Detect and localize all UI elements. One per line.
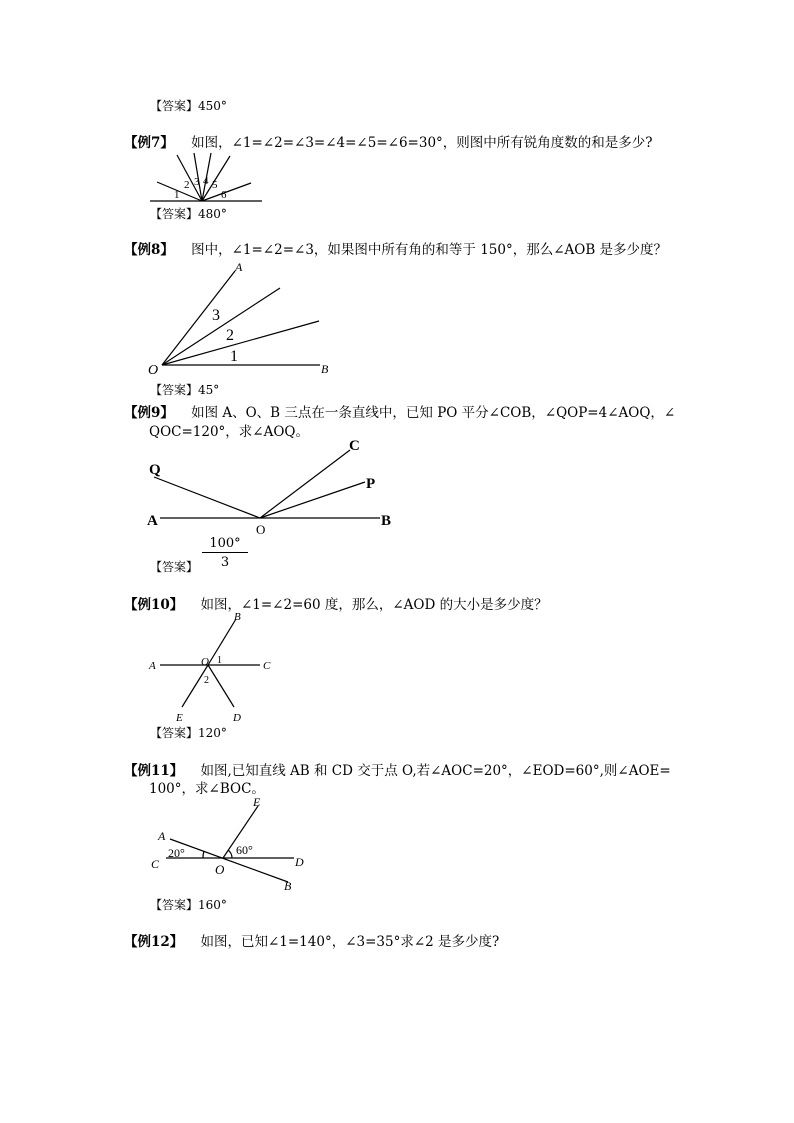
- point-label-c: C: [263, 660, 271, 672]
- angle-label: 3: [194, 176, 200, 188]
- point-label-a: A: [235, 260, 243, 274]
- question-text: 如图，∠1=∠2=∠3=∠4=∠5=∠6=30°，则图中所有锐角度数的和是多少?: [191, 135, 653, 151]
- point-label-o: O: [215, 862, 225, 877]
- angle-label: 3: [212, 307, 220, 324]
- answer-line-top: [150, 97, 227, 114]
- answer-tag: 【答案】: [150, 383, 199, 397]
- example-tag: 【例9】: [124, 405, 174, 421]
- angle-label: 1: [230, 348, 238, 365]
- example-8-answer: [150, 381, 219, 398]
- example-9-figure: [140, 432, 400, 540]
- point-label-b: B: [234, 611, 241, 623]
- question-text: 如图，已知∠1=140°，∠3=35°求∠2 是多少度?: [200, 934, 500, 950]
- answer-value: 450°: [198, 99, 227, 113]
- answer-value: 160°: [198, 898, 227, 912]
- point-label-a: A: [149, 660, 156, 672]
- example-9-answer-tag: [150, 558, 198, 575]
- example-tag: 【例12】: [124, 934, 184, 950]
- angle-label: 2: [226, 327, 234, 344]
- answer-tag: 【答案】: [150, 560, 199, 574]
- point-label-o: O: [201, 656, 209, 668]
- point-label-d: D: [295, 855, 304, 869]
- example-10-answer: [150, 724, 227, 741]
- point-label-e: E: [253, 795, 261, 809]
- answer-value: 120°: [198, 726, 227, 740]
- angle-label: 1: [174, 189, 180, 201]
- point-label-b: B: [321, 362, 329, 376]
- example-tag: 【例10】: [124, 597, 184, 613]
- fraction-denominator: 3: [220, 555, 230, 570]
- answer-tag: 【答案】: [150, 898, 199, 912]
- point-label-d: D: [233, 712, 241, 724]
- example-11-figure: [140, 794, 320, 896]
- angle-label-20: 20°: [168, 846, 185, 860]
- example-7-answer: [150, 205, 227, 222]
- example-9-question-line-1: [124, 401, 675, 421]
- answer-fraction: [202, 536, 248, 570]
- question-text: 100°，求∠BOC。: [149, 781, 265, 797]
- example-12-question: [124, 930, 499, 950]
- point-label-b: B: [284, 879, 292, 893]
- example-tag: 【例11】: [124, 763, 184, 779]
- angle-label: 4: [203, 175, 209, 187]
- example-10-figure: [140, 607, 290, 725]
- question-text: 如图,已知直线 AB 和 CD 交于点 O,若∠AOC=20°，∠EOD=60°,则∠AOE=: [200, 763, 671, 779]
- angle-label-60: 60°: [236, 843, 253, 857]
- angle-label: 2: [184, 179, 190, 191]
- angle-label: 1: [217, 655, 222, 666]
- point-label-a: A: [158, 829, 166, 843]
- question-text: 如图，∠1=∠2=60 度，那么，∠AOD 的大小是多少度？: [200, 597, 548, 613]
- point-label-c: C: [349, 438, 360, 454]
- point-label-a: A: [147, 513, 158, 529]
- fraction-numerator: 100°: [202, 536, 248, 553]
- example-tag: 【例8】: [124, 242, 174, 258]
- point-label-b: B: [381, 513, 392, 529]
- answer-tag: 【答案】: [150, 207, 199, 221]
- answer-tag: 【答案】: [150, 726, 199, 740]
- point-label-o: O: [256, 522, 266, 537]
- point-label-c: C: [151, 857, 160, 871]
- answer-tag: 【答案】: [150, 99, 199, 113]
- angle-label: 2: [204, 675, 209, 686]
- question-text: QOC=120°，求∠AOQ。: [149, 424, 309, 440]
- question-text: 图中，∠1=∠2=∠3，如果图中所有角的和等于 150°，那么∠AOB 是多少度？: [191, 242, 668, 258]
- example-11-answer: [150, 896, 227, 913]
- point-label-e: E: [176, 712, 183, 724]
- example-tag: 【例7】: [124, 135, 174, 151]
- example-8-figure: [140, 255, 340, 380]
- question-text: 如图 A、O、B 三点在一条直线中，已知 PO 平分∠COB，∠QOP=4∠AOQ，∠: [191, 405, 676, 421]
- example-11-question-line-1: [124, 759, 671, 779]
- answer-value: 480°: [198, 207, 227, 221]
- angle-label: 5: [212, 179, 218, 191]
- answer-value: 45°: [198, 383, 220, 397]
- example-7-figure: [140, 148, 270, 208]
- angle-label: 6: [221, 189, 227, 201]
- point-label-o: O: [148, 363, 159, 378]
- point-label-q: Q: [149, 462, 161, 478]
- point-label-p: P: [366, 476, 376, 492]
